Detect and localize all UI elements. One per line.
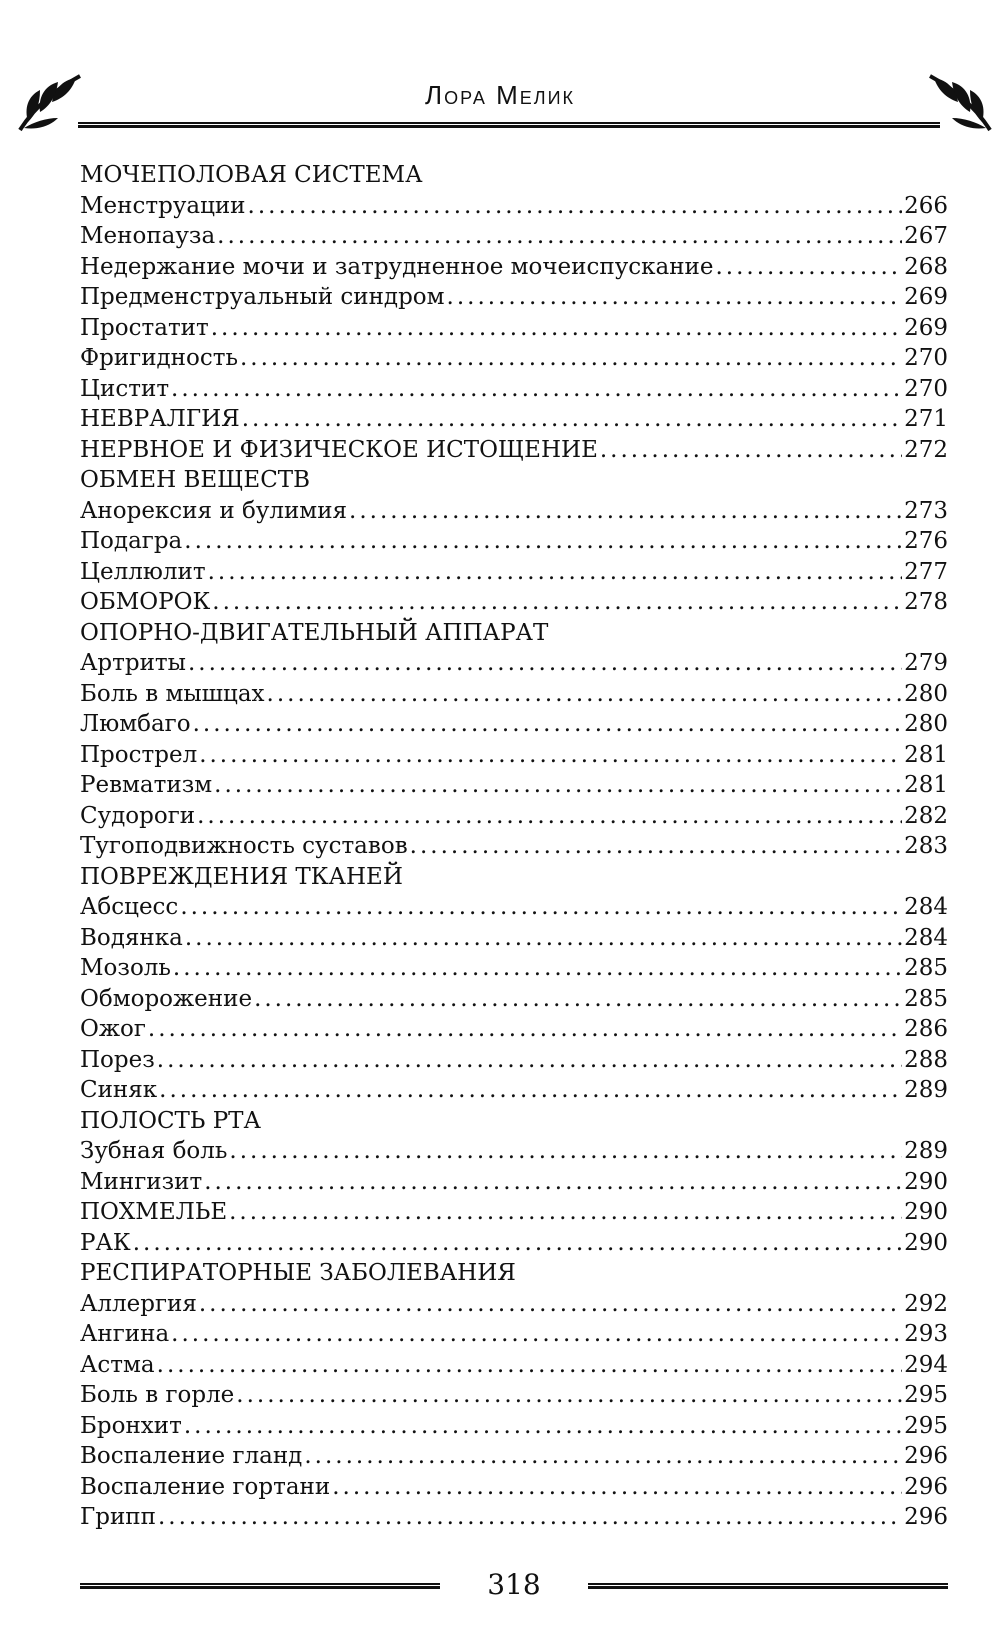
toc-entry [80, 252, 948, 283]
toc-entry [80, 282, 948, 313]
toc-entry [80, 831, 948, 862]
toc-page-number: 292 [904, 1290, 948, 1317]
toc-entry [80, 679, 948, 710]
toc-entry-label: ПОХМЕЛЬЕ [80, 1199, 228, 1225]
toc-entry-label: Судороги [80, 802, 196, 829]
toc-page-number: 277 [904, 558, 948, 585]
toc-entry-label: Люмбаго [80, 711, 191, 737]
toc-entry-label: Абсцесс [80, 894, 179, 920]
toc-page-number: 285 [904, 985, 948, 1012]
toc-entry-label: МОЧЕПОЛОВАЯ СИСТЕМА [80, 162, 423, 188]
toc-entry [80, 923, 948, 954]
toc-leader-dots [332, 1472, 902, 1503]
toc-section-heading [80, 160, 948, 191]
toc-section-heading [80, 618, 948, 649]
toc-entry [80, 1228, 948, 1259]
toc-leader-dots [184, 1411, 902, 1442]
toc-entry-label: РАК [80, 1229, 131, 1256]
toc-page-number: 294 [904, 1351, 948, 1378]
toc-entry-label: Воспаление гланд [80, 1443, 303, 1469]
toc-leader-dots [157, 1350, 902, 1381]
toc-entry [80, 770, 948, 801]
header-rule [78, 122, 940, 128]
toc-entry [80, 221, 948, 252]
toc-entry-label: Ангина [80, 1321, 170, 1347]
toc-leader-dots [185, 923, 902, 954]
toc-entry [80, 801, 948, 832]
toc-leader-dots [600, 435, 902, 466]
toc-entry [80, 587, 948, 618]
toc-entry-label: Грипп [80, 1504, 156, 1530]
toc-entry [80, 1441, 948, 1472]
toc-entry [80, 1380, 948, 1411]
toc-entry-label: Фригидность [80, 345, 238, 371]
toc-entry-label: Водянка [80, 924, 183, 951]
toc-leader-dots [133, 1228, 902, 1259]
toc-page-number: 286 [904, 1016, 948, 1042]
toc-leader-dots [211, 313, 902, 344]
toc-leader-dots [193, 709, 903, 740]
toc-page-number: 273 [904, 497, 948, 524]
toc-entry-label: Тугоподвижность суставов [80, 833, 408, 859]
toc-entry [80, 374, 948, 405]
toc-entry [80, 1411, 948, 1442]
toc-leader-dots [188, 648, 902, 679]
toc-entry-label: Порез [80, 1046, 155, 1073]
toc-entry-label: Анорексия и булимия [80, 497, 348, 524]
toc-leader-dots [349, 496, 902, 527]
toc-leader-dots [410, 831, 902, 862]
toc-page-number: 288 [904, 1046, 948, 1073]
toc-leader-dots [267, 679, 903, 710]
toc-page-number: 267 [904, 223, 948, 249]
toc-page-number: 271 [904, 406, 948, 432]
running-header-title: Лора Мелик [425, 80, 575, 110]
toc-page-number: 269 [904, 284, 948, 310]
toc-entry-label: Боль в мышцах [80, 680, 265, 707]
toc-entry-label: Зубная боль [80, 1138, 228, 1164]
toc-page-number: 290 [904, 1168, 948, 1195]
toc-entry [80, 1472, 948, 1503]
toc-entry-label: Целлюлит [80, 558, 206, 585]
page-footer [0, 1565, 1000, 1605]
toc-page-number: 290 [904, 1199, 948, 1225]
toc-page-number: 276 [904, 528, 948, 554]
toc-leader-dots [148, 1014, 902, 1045]
toc-entry-label: НЕВРАЛГИЯ [80, 406, 240, 432]
toc-entry [80, 191, 948, 222]
toc-entry-label: ПОВРЕЖДЕНИЯ ТКАНЕЙ [80, 863, 403, 890]
toc-section-heading [80, 862, 948, 893]
leaf-ornament-icon [926, 68, 996, 138]
toc-section-heading [80, 1106, 948, 1137]
toc-entry-label: НЕРВНОЕ И ФИЗИЧЕСКОЕ ИСТОЩЕНИЕ [80, 436, 598, 463]
toc-leader-dots [171, 1319, 902, 1350]
toc-leader-dots [159, 1075, 902, 1106]
toc-leader-dots [208, 557, 903, 588]
toc-entry [80, 1502, 948, 1533]
toc-leader-dots [197, 801, 902, 832]
toc-entry [80, 557, 948, 588]
toc-page-number: 282 [904, 802, 948, 829]
toc-page-number: 295 [904, 1412, 948, 1439]
toc-entry [80, 740, 948, 771]
toc-entry [80, 313, 948, 344]
toc-leader-dots [229, 1136, 902, 1167]
toc-leader-dots [199, 740, 902, 771]
toc-page-number: 284 [904, 924, 948, 951]
toc-entry [80, 343, 948, 374]
toc-entry-label: РЕСПИРАТОРНЫЕ ЗАБОЛЕВАНИЯ [80, 1260, 516, 1286]
toc-leader-dots [173, 953, 902, 984]
toc-page-number: 268 [904, 253, 948, 280]
toc-entry [80, 404, 948, 435]
page-number: 318 [487, 1568, 541, 1601]
toc-entry-label: Бронхит [80, 1412, 182, 1439]
toc-page-number: 269 [904, 314, 948, 341]
toc-page-number: 279 [904, 650, 948, 676]
toc-leader-dots [229, 1197, 902, 1228]
toc-entry [80, 709, 948, 740]
toc-page-number: 281 [904, 772, 948, 798]
toc-leader-dots [180, 892, 902, 923]
toc-page-number: 280 [904, 711, 948, 737]
toc-page-number: 281 [904, 741, 948, 768]
toc-entry-label: Артриты [80, 650, 186, 676]
toc-leader-dots [242, 404, 902, 435]
toc-entry-label: Воспаление гортани [80, 1473, 331, 1500]
toc-entry [80, 1197, 948, 1228]
toc-leader-dots [240, 343, 902, 374]
toc-entry-label: Мингизит [80, 1168, 203, 1195]
toc-page-number: 283 [904, 833, 948, 859]
toc-entry [80, 496, 948, 527]
toc-entry-label: Аллергия [80, 1290, 197, 1317]
toc-entry-label: Мозоль [80, 955, 171, 981]
toc-entry [80, 984, 948, 1015]
toc-entry [80, 892, 948, 923]
toc-page-number: 289 [904, 1077, 948, 1103]
toc-entry [80, 435, 948, 466]
toc-entry [80, 1350, 948, 1381]
toc-entry-label: Ревматизм [80, 772, 213, 798]
toc-page-number: 296 [904, 1443, 948, 1469]
toc-section-heading [80, 465, 948, 496]
toc-entry-label: Менопауза [80, 223, 216, 249]
footer-rule-right [588, 1583, 948, 1589]
footer-rule-left [80, 1583, 440, 1589]
toc-leader-dots [212, 587, 902, 618]
toc-entry-label: ОБМОРОК [80, 589, 211, 615]
toc-leader-dots [236, 1380, 902, 1411]
toc-entry-label: Недержание мочи и затрудненное мочеиспускание [80, 253, 714, 280]
toc-leader-dots [447, 282, 903, 313]
toc-section-heading [80, 1258, 948, 1289]
toc-page-number: 266 [904, 192, 948, 219]
toc-entry-label: Ожог [80, 1016, 146, 1042]
toc-entry-label: Цистит [80, 375, 170, 402]
toc-leader-dots [157, 1045, 902, 1076]
toc-entry [80, 648, 948, 679]
page-header [0, 60, 1000, 140]
toc-leader-dots [184, 526, 902, 557]
toc-entry-label: Обморожение [80, 985, 253, 1012]
toc-page-number: 270 [904, 345, 948, 371]
toc-page-number: 295 [904, 1382, 948, 1408]
toc-entry-label: Синяк [80, 1077, 158, 1103]
toc-leader-dots [304, 1441, 902, 1472]
toc-leader-dots [248, 191, 903, 222]
toc-entry [80, 526, 948, 557]
toc-page-number: 272 [904, 436, 948, 463]
toc-leader-dots [158, 1502, 902, 1533]
toc-page-number: 296 [904, 1504, 948, 1530]
toc-page-number: 290 [904, 1229, 948, 1256]
toc-entry [80, 953, 948, 984]
toc-leader-dots [715, 252, 902, 283]
toc-entry-label: Предменструальный синдром [80, 284, 445, 310]
toc-page-number: 278 [904, 589, 948, 615]
toc-page-number: 296 [904, 1473, 948, 1500]
toc-entry-label: ОПОРНО-ДВИГАТЕЛЬНЫЙ АППАРАТ [80, 619, 549, 646]
table-of-contents [80, 160, 948, 1533]
toc-entry-label: Менструации [80, 192, 246, 219]
toc-entry-label: ПОЛОСТЬ РТА [80, 1107, 261, 1134]
toc-leader-dots [204, 1167, 902, 1198]
toc-leader-dots [254, 984, 902, 1015]
toc-leader-dots [214, 770, 902, 801]
toc-page-number: 280 [904, 680, 948, 707]
toc-entry [80, 1014, 948, 1045]
toc-entry-label: Простатит [80, 314, 209, 341]
toc-leader-dots [217, 221, 902, 252]
toc-page-number: 293 [904, 1321, 948, 1347]
toc-entry [80, 1289, 948, 1320]
toc-leader-dots [199, 1289, 902, 1320]
toc-page-number: 289 [904, 1138, 948, 1164]
toc-entry-label: Боль в горле [80, 1382, 235, 1408]
toc-entry [80, 1075, 948, 1106]
toc-page-number: 270 [904, 375, 948, 402]
toc-entry-label: ОБМЕН ВЕЩЕСТВ [80, 467, 311, 493]
toc-entry [80, 1045, 948, 1076]
toc-entry [80, 1167, 948, 1198]
toc-entry-label: Астма [80, 1351, 155, 1378]
toc-page-number: 285 [904, 955, 948, 981]
toc-page-number: 284 [904, 894, 948, 920]
toc-entry [80, 1319, 948, 1350]
toc-entry-label: Прострел [80, 741, 198, 768]
toc-leader-dots [171, 374, 902, 405]
toc-entry-label: Подагра [80, 528, 183, 554]
toc-entry [80, 1136, 948, 1167]
